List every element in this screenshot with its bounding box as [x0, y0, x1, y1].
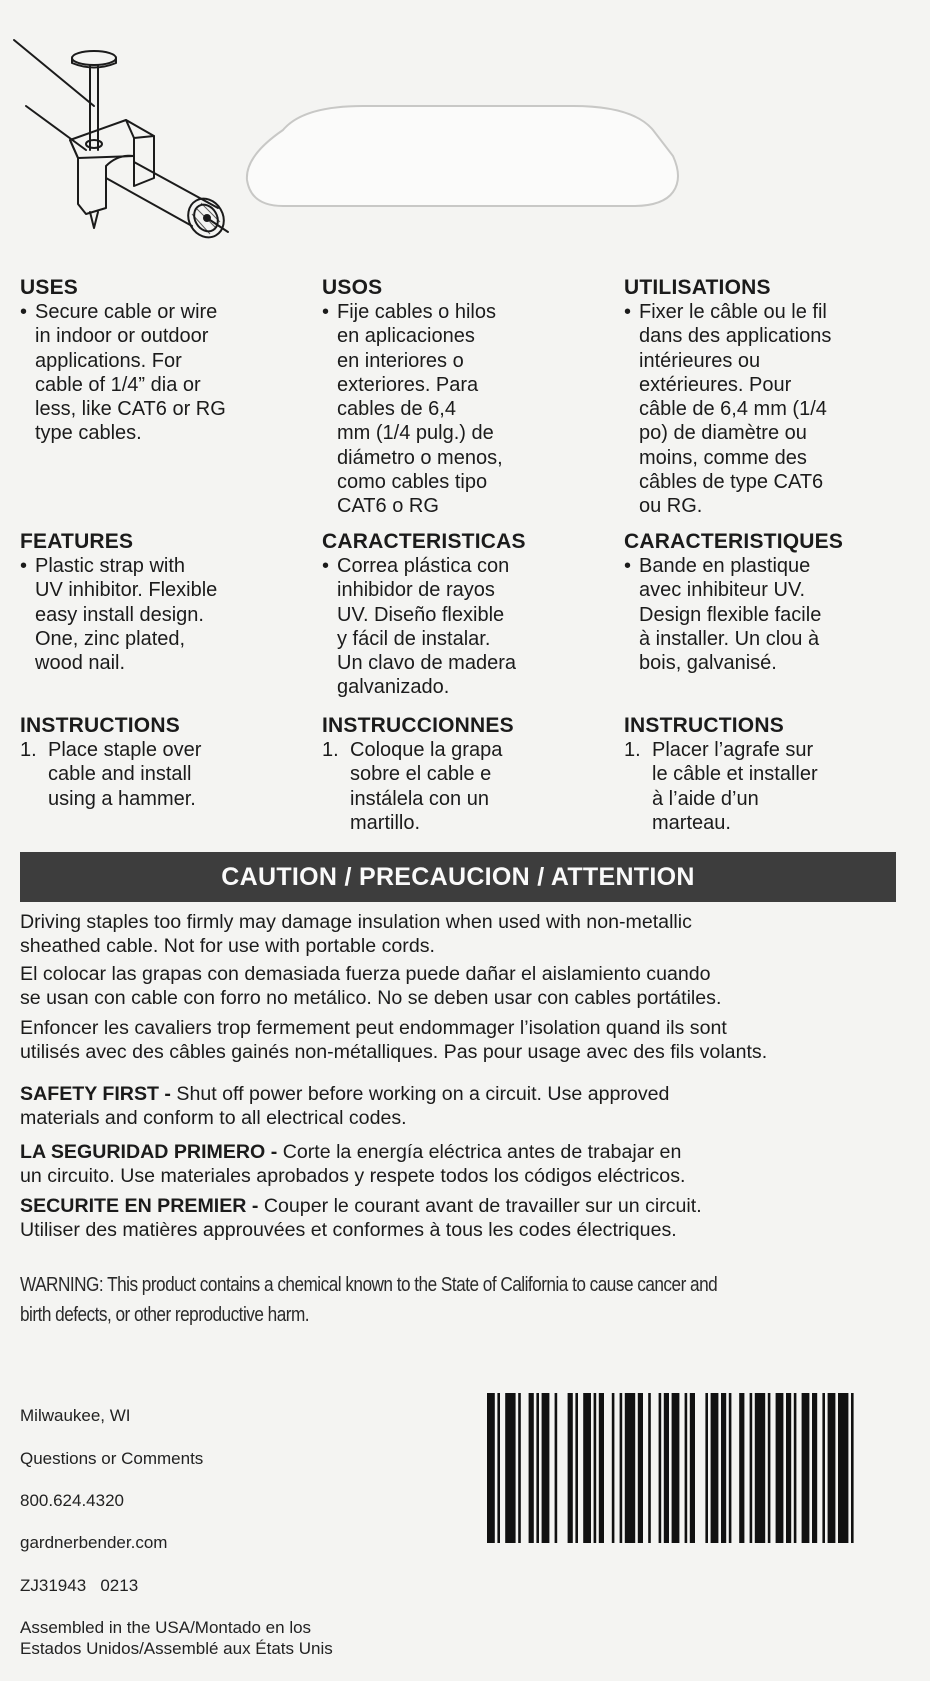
barcode-bar [838, 1393, 848, 1543]
uses-text: Secure cable or wire in indoor or outdoor applications. For cable of 1/4” dia or less, like CAT6 or RG type cables. [35, 301, 226, 445]
step-number: 1. [624, 739, 641, 761]
barcode-bar [802, 1393, 810, 1543]
barcode-bar [505, 1393, 515, 1543]
section-heading: CARACTERISTIQUES [624, 530, 844, 553]
barcode-bar [711, 1393, 719, 1543]
barcode-bar [822, 1393, 825, 1543]
company-info [20, 1384, 440, 1681]
barcode-bar [776, 1393, 784, 1543]
cable-staple-illustration [6, 28, 246, 268]
hang-hole [243, 100, 683, 212]
barcode-bar [594, 1393, 597, 1543]
barcode-bar [542, 1393, 550, 1543]
barcode-bar [768, 1393, 771, 1543]
barcode-bar [497, 1393, 500, 1543]
company-city: Milwaukee, WI [20, 1406, 131, 1426]
section-heading: CARACTERISTICAS [322, 530, 526, 553]
caution-banner: CAUTION / PRECAUCION / ATTENTION [20, 852, 896, 902]
features-text: Correa plástica con inhibidor de rayos UV. Diseño flexible y fácil de instalar. Un clavo de madera galvanizado. [337, 555, 516, 699]
bullet: • [20, 555, 28, 577]
safety-text: Shut off power before working on a circuit. Use approved materials and conform to all electrical codes. [20, 1083, 670, 1129]
barcode-bar [794, 1393, 797, 1543]
uses-section [20, 276, 310, 446]
assembled-note: Assembled in the USA/Montado en los Estados Unidos/Assemblé aux États Unis [20, 1618, 333, 1659]
instructions-text: Placer l’agrafe sur le câble et installer à l’aide d’un marteau. [652, 739, 818, 834]
barcode-bar [583, 1393, 591, 1543]
section-heading: INSTRUCTIONS [624, 714, 784, 737]
features-text: Plastic strap with UV inhibitor. Flexible easy install design. One, zinc plated, wood nail. [35, 555, 218, 675]
barcode [487, 1393, 907, 1543]
barcode-bar [739, 1393, 744, 1543]
barcode-bar [568, 1393, 573, 1543]
bullet: • [322, 301, 330, 323]
bullet: • [20, 301, 28, 323]
instructions-section [20, 714, 310, 811]
barcode-bar [620, 1393, 623, 1543]
barcode-bar [638, 1393, 643, 1543]
step-number: 1. [322, 739, 339, 761]
instructions-section [322, 714, 612, 835]
barcode-bar [729, 1393, 732, 1543]
barcode-bar [664, 1393, 669, 1543]
bullet: • [322, 555, 330, 577]
safety-label: SAFETY FIRST - [20, 1083, 171, 1105]
prop65-warning: WARNING: This product contains a chemical known to the State of California to cause cancer and birth defects, or other reproductive harm. [20, 1274, 718, 1326]
phone-number: 800.624.4320 [20, 1491, 124, 1511]
caution-text-en: Driving staples too firmly may damage insulation when used with non-metallic sheathed cable. Not for use with portable cords. [20, 911, 692, 957]
features-section [20, 530, 310, 675]
barcode-bar [575, 1393, 578, 1543]
caution-text-fr: Enfoncer les cavaliers trop fermement peut endommager l’isolation quand ils sont utilisés avec des câbles gainés non-métalliques. Pas pour usage avec des fils volants. [20, 1017, 768, 1063]
barcode-bar [536, 1393, 539, 1543]
barcode-bar [851, 1393, 854, 1543]
section-heading: USOS [322, 276, 383, 299]
safety-text: Couper le courant avant de travailler sur un circuit. Utiliser des matières approuvées et conformes à tous les codes électriques. [20, 1195, 702, 1241]
barcode-bar [786, 1393, 791, 1543]
caution-text-es: El colocar las grapas con demasiada fuerza puede dañar el aislamiento cuando se usan con cable con forro no metálico. No se deben usar con cables portátiles. [20, 963, 722, 1009]
barcode-bar [685, 1393, 688, 1543]
uses-section [624, 276, 914, 519]
barcode-bar [659, 1393, 662, 1543]
barcode-bar [612, 1393, 615, 1543]
section-heading: UTILISATIONS [624, 276, 771, 299]
barcode-bar [812, 1393, 817, 1543]
section-heading: FEATURES [20, 530, 134, 553]
barcode-bar [755, 1393, 765, 1543]
uses-text: Fixer le câble ou le fil dans des applications intérieures ou extérieures. Pour câble de 6,4 mm (1/4 po) de diamètre ou moins, comme des câbles de type CAT6 ou RG. [639, 301, 832, 518]
bullet: • [624, 555, 632, 577]
questions-label: Questions or Comments [20, 1448, 204, 1468]
safety-text: Corte la energía eléctrica antes de trabajar en un circuito. Use materiales aprobados y respete todos los códigos eléctricos. [20, 1141, 686, 1187]
instructions-text: Place staple over cable and install using a hammer. [48, 739, 202, 810]
barcode-bar [529, 1393, 534, 1543]
step-number: 1. [20, 739, 37, 761]
website: gardnerbender.com [20, 1533, 168, 1553]
safety-en [20, 1082, 910, 1130]
features-section [624, 530, 914, 675]
safety-label: LA SEGURIDAD PRIMERO - [20, 1141, 278, 1163]
product-code: ZJ31943 0213 [20, 1575, 139, 1595]
uses-section [322, 276, 612, 519]
barcode-bar [648, 1393, 651, 1543]
barcode-bar [721, 1393, 726, 1543]
barcode-bar [705, 1393, 708, 1543]
instructions-text: Coloque la grapa sobre el cable e instálela con un martillo. [350, 739, 503, 834]
barcode-bar [518, 1393, 521, 1543]
barcode-bar [672, 1393, 680, 1543]
features-section [322, 530, 612, 700]
safety-es [20, 1140, 910, 1188]
uses-text: Fije cables o hilos en aplicaciones en interiores o exteriores. Para cables de 6,4 mm (1/4 pulg.) de diámetro o menos, como cables tipo CAT6 o RG [337, 301, 503, 518]
barcode-bar [750, 1393, 753, 1543]
section-heading: USES [20, 276, 78, 299]
safety-fr [20, 1194, 910, 1242]
barcode-bar [487, 1393, 495, 1543]
section-heading: INSTRUCCIONNES [322, 714, 514, 737]
barcode-bar [690, 1393, 695, 1543]
barcode-bar [625, 1393, 635, 1543]
barcode-bar [555, 1393, 558, 1543]
barcode-bar [828, 1393, 836, 1543]
section-heading: INSTRUCTIONS [20, 714, 180, 737]
instructions-section [624, 714, 914, 835]
barcode-bar [599, 1393, 604, 1543]
safety-label: SECURITE EN PREMIER - [20, 1195, 259, 1217]
bullet: • [624, 301, 632, 323]
features-text: Bande en plastique avec inhibiteur UV. Design flexible facile à installer. Un clou à bois, galvanisé. [639, 555, 822, 675]
